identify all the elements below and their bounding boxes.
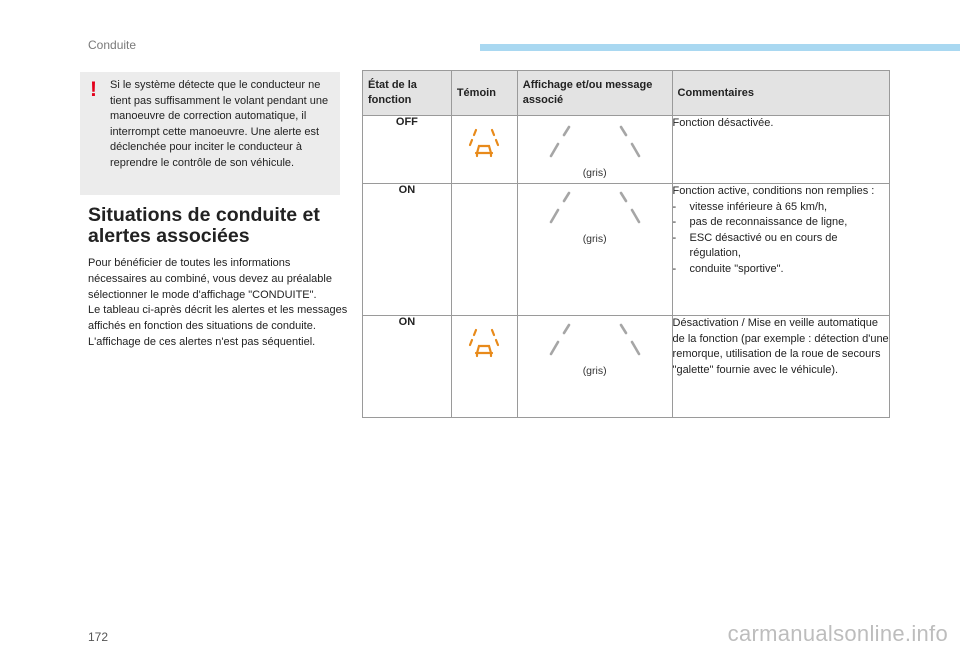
comment-intro: Fonction active, conditions non remplies : <box>672 185 875 197</box>
list-item: - conduite "sportive". <box>672 262 784 275</box>
lane-departure-warning-icon <box>467 126 501 160</box>
indicator-cell <box>451 116 517 184</box>
header-comments: Commentaires <box>672 71 889 116</box>
section-title: Situations de conduite et alertes associées <box>88 204 320 247</box>
display-note: (gris) <box>582 167 607 179</box>
display-note: (gris) <box>582 233 607 245</box>
list-item: - pas de reconnaissance de ligne, <box>672 216 848 229</box>
comment-cell <box>672 184 889 316</box>
display-cell <box>517 184 672 316</box>
indicator-cell <box>451 316 517 418</box>
lane-lines-icon <box>540 124 650 164</box>
page-number: 172 <box>88 630 109 644</box>
section-body <box>88 256 348 351</box>
header-display: Affichage et/ou message associé <box>517 71 672 116</box>
table-header-row <box>363 71 890 116</box>
display-note: (gris) <box>582 365 607 377</box>
section-paragraph: L'affichage de ces alertes n'est pas séquentiel. <box>88 335 316 348</box>
warning-box <box>80 72 340 195</box>
table-row <box>363 116 890 184</box>
indicator-cell <box>451 184 517 316</box>
lane-departure-warning-icon <box>467 326 501 360</box>
warning-text: Si le système détecte que le conducteur ne tient pas suffisamment le volant pendant une manoeuvre de correction automatique, il interrompt cette manoeuvre. Une alerte est déclenchée pour inciter le conducteur à reprendre le contrôle de son véhicule. <box>110 79 329 169</box>
alerts-table <box>362 70 890 418</box>
section-header-title: Conduite <box>88 38 137 52</box>
comment-cell: Fonction désactivée. <box>672 116 889 184</box>
table-row <box>363 184 890 316</box>
conditions-list <box>673 200 889 278</box>
lane-lines-icon <box>540 190 650 230</box>
watermark[interactable]: carmanualsonline.info <box>727 621 948 646</box>
lane-lines-icon <box>540 322 650 362</box>
header-indicator: Témoin <box>451 71 517 116</box>
section-paragraph: Le tableau ci-après décrit les alertes et les messages affichés en fonction des situations de conduite. <box>88 304 348 333</box>
list-item: - vitesse inférieure à 65 km/h, <box>672 200 828 213</box>
state-cell: ON <box>363 184 452 316</box>
header-state: État de la fonction <box>363 71 452 116</box>
display-cell <box>517 316 672 418</box>
header-accent-bar <box>480 44 960 51</box>
table-row <box>363 316 890 418</box>
state-cell: OFF <box>363 116 452 184</box>
comment-cell: Désactivation / Mise en veille automatique de la fonction (par exemple : détection d'une remorque, utilisation de la roue de secours "galette" fournie avec le véhicule). <box>672 316 889 418</box>
section-paragraph: Pour bénéficier de toutes les informations nécessaires au combiné, vous devez au préalable sélectionner le mode d'affichage "CONDUITE". <box>88 257 332 301</box>
state-cell: ON <box>363 316 452 418</box>
list-item: - ESC désactivé ou en cours de régulation, <box>672 231 838 260</box>
display-cell <box>517 116 672 184</box>
exclamation-icon: ! <box>90 78 97 101</box>
